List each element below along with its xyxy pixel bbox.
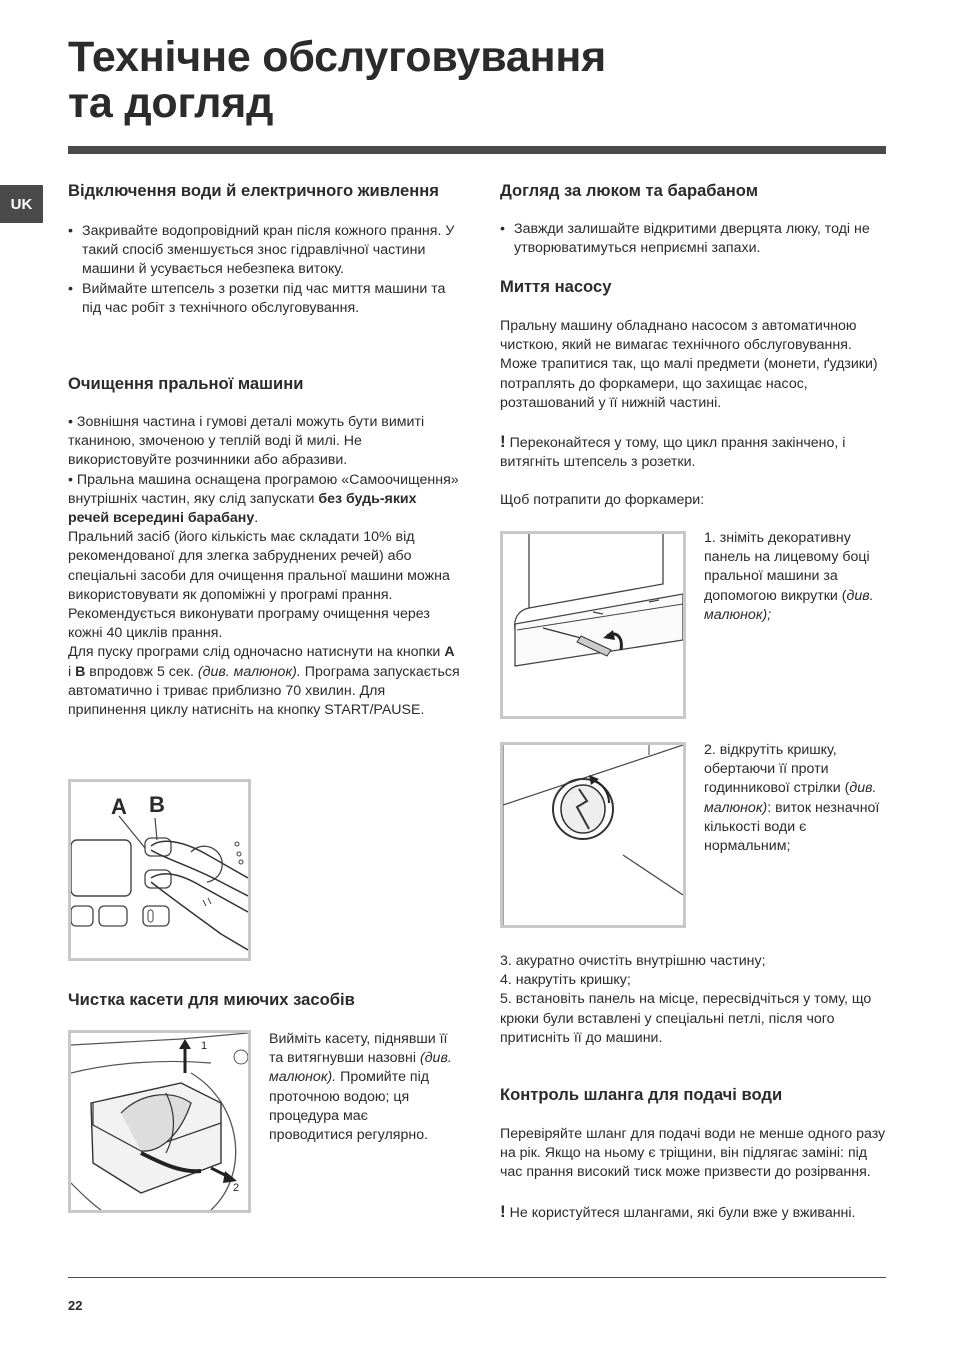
bullet-item: • Завжди залишайте відкритими дверцята люку, тоді не утворюватимуться неприємні запахи. <box>500 220 888 258</box>
page-number: 22 <box>68 1298 83 1313</box>
paragraph: Для пуску програми слід одночасно натиснути на кнопки A і B впродовж 5 сек. (див. малюнок). Програма запускається автоматично і триває приблизно 70 хвилин. Для припинення циклу натисніть на кнопку START/PAUSE. <box>68 644 460 719</box>
footer-rule <box>68 1277 886 1278</box>
section-heading: Контроль шланга для подачі води <box>500 1085 783 1104</box>
section-machine-cleaning <box>68 374 460 720</box>
paragraph: Пральну машину обладнано насосом з автоматичною чисткою, який не вимагає технічного обслуговування. Може трапитися так, що малі предмети (монети, ґудзики) потраплять до форкамери, що захищає насос, розташований у її нижній частині. <box>500 318 878 411</box>
bullet-item: • Виймайте штепсель з розетки під час миття машини та під час робіт з технічного обслуговування. <box>68 280 460 318</box>
section-door-drum <box>500 181 888 258</box>
step-2-number: 2 <box>233 1182 240 1194</box>
label-a: A <box>111 794 127 819</box>
paragraph: Перевіряйте шланг для подачі води не менше одного разу на рік. Якщо на ньому є тріщини, він підлягає заміні: під час прання високий тиск може призвести до розірвання. <box>500 1126 886 1181</box>
paragraph: Щоб потрапити до форкамери: <box>500 492 705 509</box>
title-rule <box>68 146 886 154</box>
page-title <box>68 34 606 126</box>
section-hose <box>500 1085 888 1223</box>
warning-icon: ! <box>500 1201 506 1221</box>
warning-icon: ! <box>500 432 506 452</box>
warning-paragraph: ! Не користуйтеся шлангами, які були вже у вживанні. <box>500 1201 856 1221</box>
section-heading: Догляд за люком та барабаном <box>500 181 758 200</box>
section-heading: Чистка касети для миючих засобів <box>68 990 355 1009</box>
step-1-number: 1 <box>201 1040 208 1052</box>
pump-steps-continued <box>500 952 888 1048</box>
section-pump <box>500 277 888 511</box>
paragraph: • Зовнішня частина і гумові деталі можуть бути вимиті тканиною, змоченою у теплій воді й милі. Не використовуйте розчинники або абразиви. <box>68 414 425 469</box>
drawer-instruction: Вийміть касету, піднявши її та витягнувши назовні (див. малюнок). Промийте під проточною водою; ця процедура має проводитися регулярно. <box>269 1031 452 1144</box>
section-heading: Миття насосу <box>500 277 612 296</box>
section-water-power <box>68 181 460 318</box>
panel-removal-figure <box>500 531 686 719</box>
section-detergent-drawer <box>68 990 460 1010</box>
section-heading: Очищення пральної машини <box>68 374 304 393</box>
warning-paragraph: ! Переконайтеся у тому, що цикл прання закінчено, і витягніть штепсель з розетки. <box>500 432 846 471</box>
title-line-1: Технічне обслуговування <box>68 33 607 81</box>
paragraph: • Пральна машина оснащена програмою «Самоочищення» внутрішніх частин, яку слід запускати без будь-яких речей всередині барабану. <box>68 471 459 527</box>
list-item: 5. встановіть панель на місце, пересвідчіться у тому, що крюки були вставлені у спеціальні петлі, після чого притисніть її до машини. <box>500 991 872 1046</box>
pump-step-2: 2. відкрутіть кришку, обертаючи її проти годинникової стрілки (див. малюнок): виток незначної кількості води є нормальним; <box>704 742 880 855</box>
paragraph: Пральний засіб (його кількість має складати 10% від рекомендованої для злегка забруднених речей) або спеціальні засоби для очищення пральної машини можна використовувати як допоміжні у програмі прання. Рекомендується виконувати програму очищення через кожні 40 циклів прання. <box>68 529 450 642</box>
detergent-drawer-figure <box>68 1030 251 1213</box>
title-line-2: та догляд <box>68 79 274 127</box>
bullet-item: • Закривайте водопровідний кран після кожного прання. У такий спосіб зменшується знос гідравлічної частини машини й усувається небезпека витоку. <box>68 222 460 280</box>
language-tab: UK <box>0 185 43 223</box>
pump-step-1: 1. зніміть декоративну панель на лицевому боці пральної машини за допомогою викрутки (див. малюнок); <box>704 530 874 623</box>
section-heading: Відключення води й електричного живлення <box>68 181 439 200</box>
pump-cap-figure <box>500 742 686 928</box>
buttons-ab-figure <box>68 779 251 961</box>
label-b: B <box>149 792 165 817</box>
list-item: 4. накрутіть кришку; <box>500 972 631 989</box>
list-item: 3. акуратно очистіть внутрішню частину; <box>500 953 766 969</box>
